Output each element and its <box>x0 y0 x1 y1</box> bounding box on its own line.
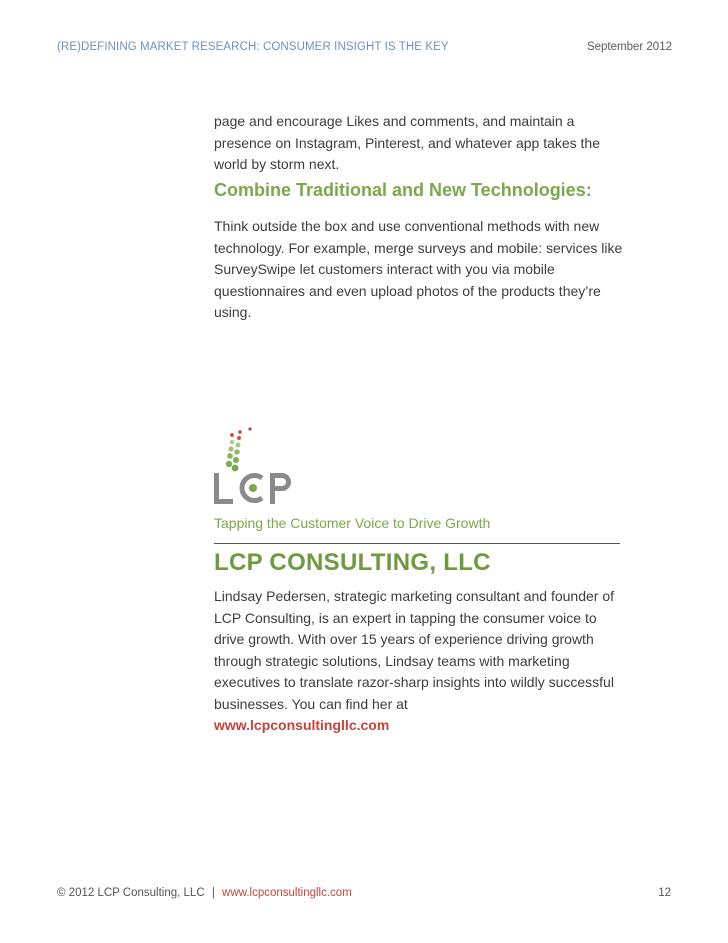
company-name: LCP CONSULTING, LLC <box>214 549 491 576</box>
footer <box>57 887 352 899</box>
bio-paragraph <box>214 586 624 737</box>
page-number: 12 <box>658 887 671 899</box>
header-title: (RE)DEFINING MARKET RESEARCH: CONSUMER INSIGHT IS THE KEY <box>57 41 449 53</box>
footer-copyright: © 2012 LCP Consulting, LLC <box>57 887 205 899</box>
footer-url[interactable]: www.lcpconsultingllc.com <box>222 887 352 899</box>
footer-separator: | <box>211 887 215 899</box>
section-paragraph: Think outside the box and use conventional methods with new technology. For example, merge surveys and mobile: services like SurveySwipe let customers interact with you via mobile questionnaires and even upload photos of the products they’re using. <box>214 218 623 320</box>
website-link[interactable]: www.lcpconsultingllc.com <box>214 717 390 733</box>
dot-swirl-icon <box>226 427 252 471</box>
lcp-logo <box>212 424 302 508</box>
tagline: Tapping the Customer Voice to Drive Growth <box>214 515 491 531</box>
intro-paragraph: page and encourage Likes and comments, and maintain a presence on Instagram, Pinterest, and whatever app takes the world by storm next. <box>214 113 601 172</box>
bio-text: Lindsay Pedersen, strategic marketing consultant and founder of LCP Consulting, is an expert in tapping the consumer voice to drive growth. With over 15 years of experience driving growth through strategic solutions, Lindsay teams with marketing executives to translate razor-sharp insights into wildly successful businesses. You can find her at <box>214 588 615 712</box>
section-heading: Combine Traditional and New Technologies: <box>214 180 592 200</box>
lcp-logo-graphic <box>212 424 302 508</box>
header-date: September 2012 <box>586 41 672 53</box>
divider <box>214 543 620 544</box>
